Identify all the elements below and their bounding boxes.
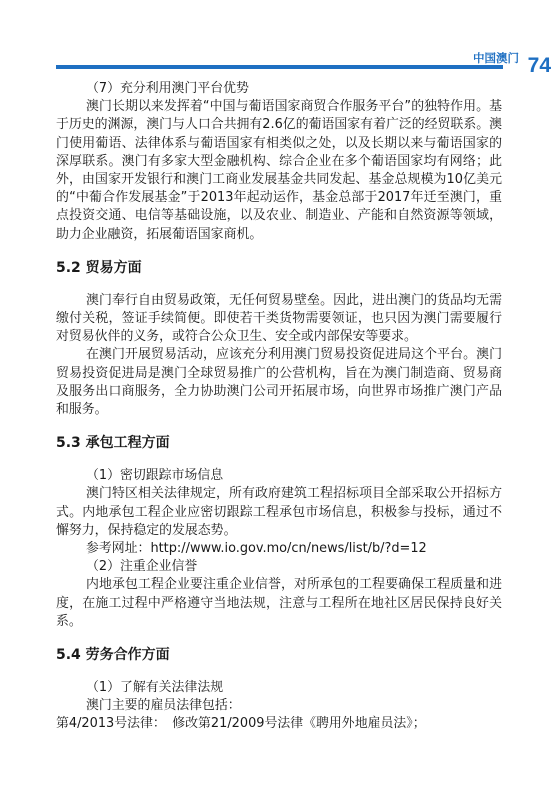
section-7-paragraph: 澳门长期以来发挥着“中国与葡语国家商贸合作服务平台”的独特作用。基于历史的渊源，澳门与人口合共拥有2.6亿的葡语国家有着广泛的经贸联系。澳门使用葡语、法律体系与葡语国家有相类似之处，以及长期以来与葡语国家的深厚联系。澳门有多家大型金融机构、综合企业在多个葡语国家均有网络；此外，由国家开发银行和澳门工商业发展基金共同发起、基金总规模为10亿美元的“中葡合作发展基金”于2013年起动运作，基金总部于2017年迁至澳门，重点投资交通、电信等基础设施，以及农业、制造业、产能和自然资源等领域，助力企业融资，拓展葡语国家商机。: [56, 99, 502, 242]
section-5-2-heading: 5.2 贸易方面: [56, 259, 142, 276]
section-5-3-paragraph-1: 澳门特区相关法律规定，所有政府建筑工程招标项目全部采取公开招标方式。内地承包工程企业应密切跟踪工程承包市场信息，积极参与投标，通过不懈努力，保持稳定的发展态势。: [56, 486, 502, 538]
section-5-4-subheading-1: （1）了解有关法律法规: [86, 680, 224, 696]
section-5-2-paragraph-2: 在澳门开展贸易活动，应该充分利用澳门贸易投资促进局这个平台。澳门贸易投资促进局是澳门全球贸易推广的公营机构，旨在为澳门制造商、贸易商及服务出口商服务，全力协助澳门公司开拓展市场，向世界市场推广澳门产品和服务。: [56, 347, 502, 418]
section-5-3-subheading-1: （1）密切跟踪市场信息: [86, 468, 224, 484]
reference-url: 参考网址：http://www.io.gov.mo/cn/news/list/b/?d=12: [86, 541, 427, 557]
header-rule: [56, 65, 503, 69]
section-5-2-paragraph-1: 澳门奉行自由贸易政策，无任何贸易壁垒。因此，进出澳门的货品均无需缴付关税，签证手续简便。即使若干类货物需要领证，也只因为澳门需要履行对贸易伙伴的义务，或符合公众卫生、安全或内部保安等要求。: [56, 292, 502, 345]
page-body: [56, 80, 502, 734]
page-number: 74: [527, 54, 551, 77]
section-7-heading: （7）充分利用澳门平台优势: [86, 81, 249, 96]
header-label: 中国澳门: [473, 51, 519, 65]
section-5-4-line-2: 第4/2013号法律： 修改第21/2009号法律《聘用外地雇员法》；: [56, 716, 426, 732]
section-5-4-line-1: 澳门主要的雇员法律包括：: [86, 698, 241, 714]
section-5-3-heading: 5.3 承包工程方面: [56, 435, 170, 452]
section-5-3-paragraph-2: 内地承包工程企业要注重企业信誉，对所承包的工程要确保工程质量和进度，在施工过程中严格遵守当地法规，注意与工程所在地社区居民保持良好关系。: [56, 577, 502, 629]
section-5-3-subheading-2: （2）注重企业信誉: [86, 559, 198, 575]
section-5-4-heading: 5.4 劳务合作方面: [56, 647, 170, 664]
